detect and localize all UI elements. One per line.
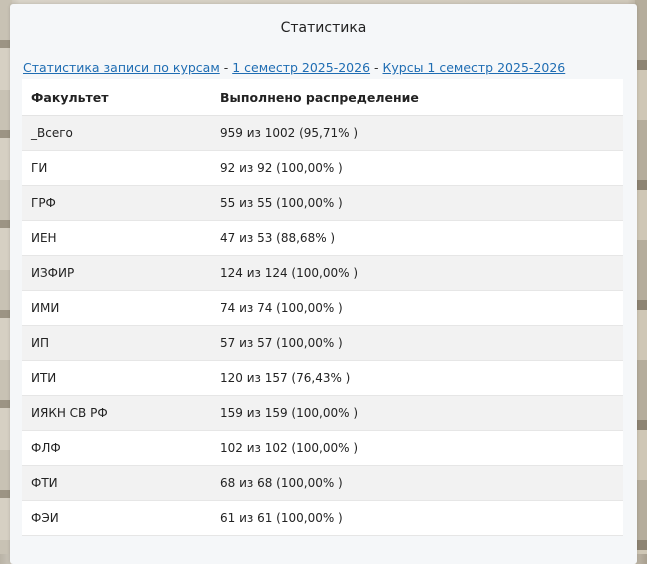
faculty-cell: ГИ xyxy=(22,151,211,186)
faculty-cell: _Всего xyxy=(22,116,211,151)
column-header-distribution: Выполнено распределение xyxy=(211,79,623,116)
distribution-cell: 959 из 1002 (95,71% ) xyxy=(211,116,623,151)
distribution-cell: 55 из 55 (100,00% ) xyxy=(211,186,623,221)
table-row xyxy=(22,221,623,256)
table-row xyxy=(22,291,623,326)
table-row xyxy=(22,361,623,396)
column-header-faculty: Факультет xyxy=(22,79,211,116)
faculty-cell: ИТИ xyxy=(22,361,211,396)
table-row xyxy=(22,116,623,151)
statistics-table-container xyxy=(22,79,623,536)
table-row xyxy=(22,396,623,431)
table-row xyxy=(22,186,623,221)
breadcrumb-separator: - xyxy=(219,60,233,75)
faculty-cell: ИЗФИР xyxy=(22,256,211,291)
table-row xyxy=(22,431,623,466)
distribution-cell: 124 из 124 (100,00% ) xyxy=(211,256,623,291)
breadcrumb-link-semester-courses[interactable]: Курсы 1 семестр 2025-2026 xyxy=(382,60,566,75)
distribution-cell: 61 из 61 (100,00% ) xyxy=(211,501,623,536)
faculty-cell: ИМИ xyxy=(22,291,211,326)
distribution-cell: 57 из 57 (100,00% ) xyxy=(211,326,623,361)
distribution-cell: 120 из 157 (76,43% ) xyxy=(211,361,623,396)
faculty-cell: ГРФ xyxy=(22,186,211,221)
table-row xyxy=(22,501,623,536)
breadcrumb-link-course-stats[interactable]: Статистика записи по курсам xyxy=(23,60,220,75)
faculty-cell: ФТИ xyxy=(22,466,211,501)
faculty-cell: ИП xyxy=(22,326,211,361)
faculty-cell: ИЕН xyxy=(22,221,211,256)
table-row xyxy=(22,256,623,291)
distribution-cell: 74 из 74 (100,00% ) xyxy=(211,291,623,326)
distribution-cell: 47 из 53 (88,68% ) xyxy=(211,221,623,256)
table-row xyxy=(22,326,623,361)
faculty-cell: ФЛФ xyxy=(22,431,211,466)
faculty-cell: ФЭИ xyxy=(22,501,211,536)
distribution-cell: 159 из 159 (100,00% ) xyxy=(211,396,623,431)
faculty-cell: ИЯКН СВ РФ xyxy=(22,396,211,431)
statistics-panel xyxy=(10,4,637,564)
distribution-cell: 92 из 92 (100,00% ) xyxy=(211,151,623,186)
page-title: Статистика xyxy=(280,20,367,36)
table-row xyxy=(22,466,623,501)
breadcrumb-link-semester[interactable]: 1 семестр 2025-2026 xyxy=(232,60,371,75)
table-header-row xyxy=(22,79,623,116)
breadcrumb-separator: - xyxy=(370,60,383,75)
table-row xyxy=(22,151,623,186)
breadcrumb xyxy=(23,60,565,75)
distribution-cell: 68 из 68 (100,00% ) xyxy=(211,466,623,501)
distribution-cell: 102 из 102 (100,00% ) xyxy=(211,431,623,466)
statistics-table xyxy=(22,79,623,536)
